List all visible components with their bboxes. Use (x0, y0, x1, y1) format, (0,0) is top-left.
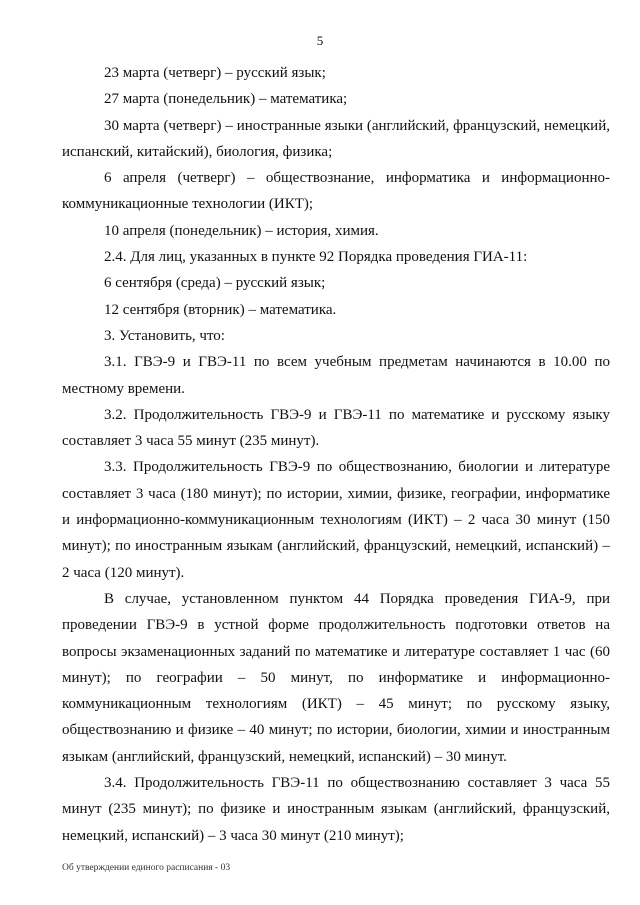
paragraph: 27 марта (понедельник) – математика; (104, 91, 348, 108)
paragraph: 3.2. Продолжительность ГВЭ-9 и ГВЭ-11 по математике и русскому языку составляет 3 часа 55 минут (235 минут). (62, 406, 610, 450)
page-number: 5 (316, 33, 324, 48)
paragraph: 3.1. ГВЭ-9 и ГВЭ-11 по всем учебным предметам начинаются в 10.00 по местному времени. (62, 354, 610, 397)
paragraph: 2.4. Для лиц, указанных в пункте 92 Порядка проведения ГИА-11: (104, 249, 528, 266)
paragraph: 3.3. Продолжительность ГВЭ-9 по обществознанию, биологии и литературе составляет 3 часа (180 минут); по истории, химии, физике, географии, информатике и информационно-коммуникационным технологиям (ИКТ) – 2 часа 30 минут (150 минут); по иностранным языкам (английский, французский, немецкий, испанский) – 2 часа (120 минут). (62, 459, 610, 581)
paragraph: 6 сентября (среда) – русский язык; (104, 275, 326, 292)
paragraph: 10 апреля (понедельник) – история, химия. (104, 222, 379, 239)
paragraph: В случае, установленном пунктом 44 Порядка проведения ГИА-9, при проведении ГВЭ-9 в устной форме продолжительность подготовки ответов на вопросы экзаменационных заданий по математике и литературе составляет 1 час (60 минут); по географии – 50 минут, по информатике и информационно-коммуникационным технологиям (ИКТ) – 45 минут; по русскому языку, обществознанию и физике – 40 минут; по истории, биологии, химии и иностранным языкам (английский, французский, немецкий, испанский) – 30 минут. (62, 590, 610, 765)
paragraph: 3. Установить, что: (104, 327, 225, 344)
paragraph: 30 марта (четверг) – иностранные языки (английский, французский, немецкий, испанский, китайский), биология, физика; (62, 117, 610, 160)
paragraph: 3.4. Продолжительность ГВЭ-11 по обществознанию составляет 3 часа 55 минут (235 минут); по физике и иностранным языкам (английский, французский, немецкий, испанский) – 3 часа 30 минут (210 минут); (62, 775, 610, 844)
footer-note: Об утверждении единого расписания - 03 (62, 863, 231, 873)
paragraph: 6 апреля (четверг) – обществознание, информатика и информационно-коммуникационные технологии (ИКТ); (62, 170, 610, 213)
document-body (62, 60, 610, 849)
paragraph: 23 марта (четверг) – русский язык; (104, 65, 326, 81)
paragraph: 12 сентября (вторник) – математика. (104, 301, 337, 318)
